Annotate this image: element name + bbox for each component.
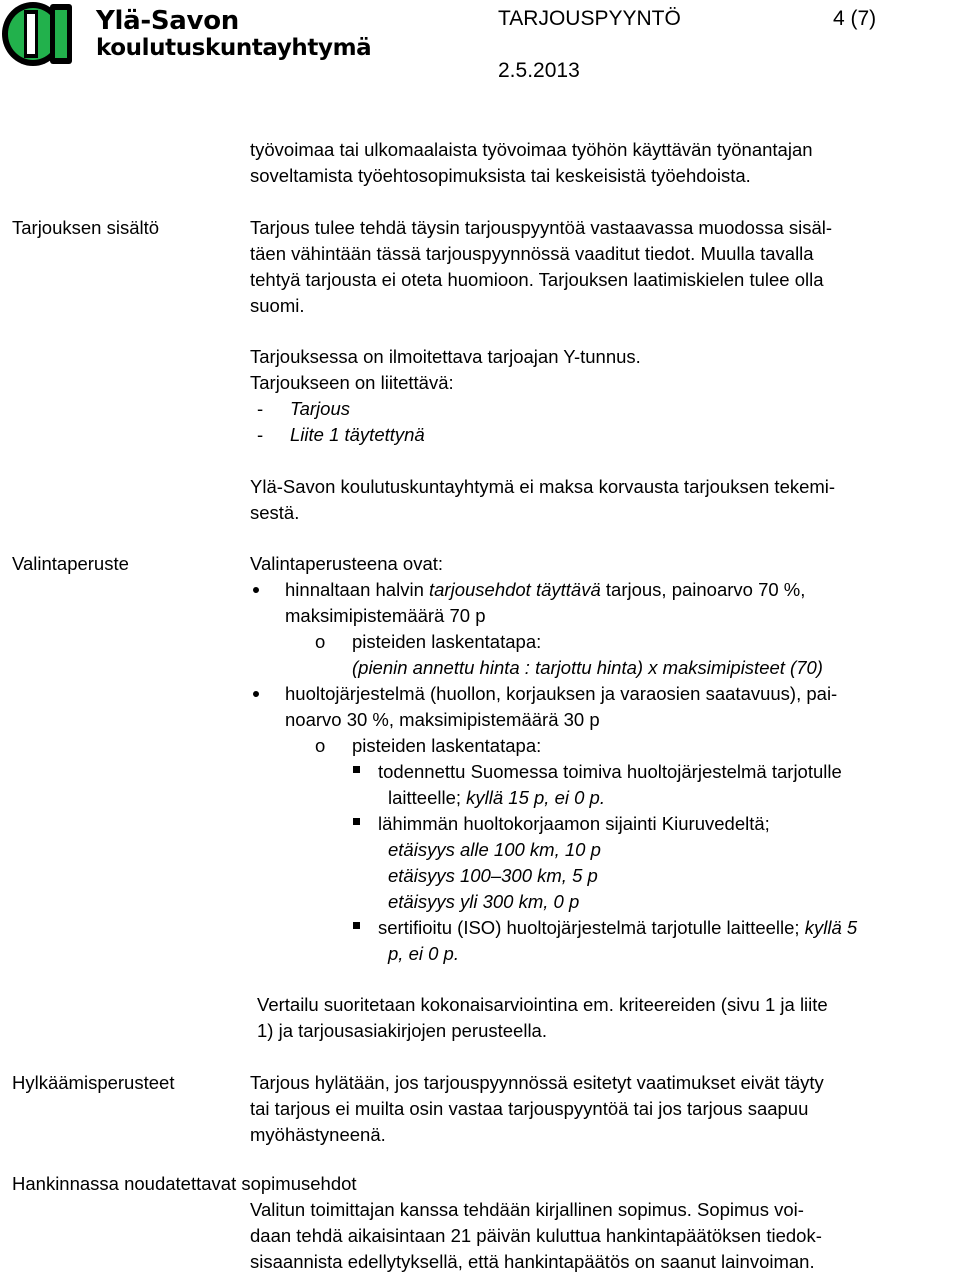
criterion-line: sertifioitu (ISO) huoltojärjestelmä tarjotulle laitteelle; kyllä 5 bbox=[378, 917, 858, 938]
body-line: Vertailu suoritetaan kokonaisarviointina em. kriteereiden (sivu 1 ja liite bbox=[257, 994, 828, 1015]
criterion-line: pisteiden laskentatapa: bbox=[352, 735, 542, 756]
body-line: Valitun toimittajan kanssa tehdään kirjallinen sopimus. Sopimus voi- bbox=[250, 1199, 804, 1220]
criterion-line: hinnaltaan halvin tarjousehdot täyttävä tarjous, painoarvo 70 %, bbox=[285, 579, 806, 600]
criterion-line: huoltojärjestelmä (huollon, korjauksen ja varaosien saatavuus), pai- bbox=[285, 683, 838, 704]
body-line: Tarjoukseen on liitettävä: bbox=[250, 372, 454, 393]
square-bullet-icon bbox=[353, 818, 360, 825]
criterion-line: todennettu Suomessa toimiva huoltojärjestelmä tarjotulle bbox=[378, 761, 842, 782]
attachment-item: Liite 1 täytettynä bbox=[290, 424, 425, 445]
logo-text-line2: koulutuskuntayhtymä bbox=[96, 35, 372, 61]
criterion-line: p, ei 0 p. bbox=[388, 943, 459, 964]
body-line: Tarjous tulee tehdä täysin tarjouspyyntöä vastaavassa muodossa sisäl- bbox=[250, 217, 833, 238]
sub-bullet-icon: o bbox=[315, 631, 326, 652]
sub-bullet-icon: o bbox=[315, 735, 326, 756]
body-line: Ylä-Savon koulutuskuntayhtymä ei maksa korvausta tarjouksen tekemi- bbox=[250, 476, 836, 497]
bullet-icon bbox=[253, 587, 259, 593]
list-dash: - bbox=[257, 424, 264, 445]
criterion-line: noarvo 30 %, maksimipistemäärä 30 p bbox=[285, 709, 600, 730]
body-line: daan tehdä aikaisintaan 21 päivän kuluttua hankintapäätöksen tiedok- bbox=[250, 1225, 822, 1246]
criterion-formula: (pienin annettu hinta : tarjottu hinta) x maksimipisteet (70) bbox=[352, 657, 823, 678]
section-label-rejection: Hylkäämisperusteet bbox=[12, 1072, 175, 1093]
logo-text-line1: Ylä-Savon bbox=[96, 6, 239, 36]
criterion-line: lähimmän huoltokorjaamon sijainti Kiuruvedeltä; bbox=[378, 813, 770, 834]
section-label-contents: Tarjouksen sisältö bbox=[12, 217, 160, 238]
distance-item: etäisyys alle 100 km, 10 p bbox=[388, 839, 601, 860]
organization-logo bbox=[0, 0, 380, 70]
section-label-criteria: Valintaperuste bbox=[12, 553, 129, 574]
distance-item: etäisyys yli 300 km, 0 p bbox=[388, 891, 580, 912]
criterion-line: laitteelle; kyllä 15 p, ei 0 p. bbox=[388, 787, 605, 808]
logo-mark-icon bbox=[0, 0, 92, 68]
square-bullet-icon bbox=[353, 766, 360, 773]
criterion-line: maksimipistemäärä 70 p bbox=[285, 605, 486, 626]
bullet-icon bbox=[253, 691, 259, 697]
body-line: myöhästyneenä. bbox=[250, 1124, 386, 1145]
body-line: täen vähintään tässä tarjouspyynnössä vaaditut tiedot. Muulla tavalla bbox=[250, 243, 814, 264]
body-line: työvoimaa tai ulkomaalaista työvoimaa työhön käyttävän työnantajan bbox=[250, 139, 813, 160]
attachment-item: Tarjous bbox=[290, 398, 350, 419]
body-line: Valintaperusteena ovat: bbox=[250, 553, 444, 574]
square-bullet-icon bbox=[353, 922, 360, 929]
distance-item: etäisyys 100–300 km, 5 p bbox=[388, 865, 598, 886]
body-line: sisaannista edellytyksellä, että hankintapäätös on saanut lainvoiman. bbox=[250, 1251, 815, 1272]
body-line: soveltamista työehtosopimuksista tai keskeisistä työehdoista. bbox=[250, 165, 751, 186]
document-date: 2.5.2013 bbox=[498, 59, 580, 82]
body-line: Tarjouksessa on ilmoitettava tarjoajan Y-tunnus. bbox=[250, 346, 641, 367]
page-number: 4 (7) bbox=[833, 7, 877, 30]
body-line: Tarjous hylätään, jos tarjouspyynnössä esitetyt vaatimukset eivät täyty bbox=[250, 1072, 824, 1093]
criterion-line: pisteiden laskentatapa: bbox=[352, 631, 542, 652]
document-title: TARJOUSPYYNTÖ bbox=[498, 7, 681, 30]
body-line: 1) ja tarjousasiakirjojen perusteella. bbox=[257, 1020, 547, 1041]
body-line: suomi. bbox=[250, 295, 305, 316]
body-line: sestä. bbox=[250, 502, 300, 523]
section-heading-contract: Hankinnassa noudatettavat sopimusehdot bbox=[12, 1173, 357, 1194]
list-dash: - bbox=[257, 398, 264, 419]
body-line: tehtyä tarjousta ei oteta huomioon. Tarjouksen laatimiskielen tulee olla bbox=[250, 269, 824, 290]
body-line: tai tarjous ei muilta osin vastaa tarjouspyyntöä tai jos tarjous saapuu bbox=[250, 1098, 809, 1119]
